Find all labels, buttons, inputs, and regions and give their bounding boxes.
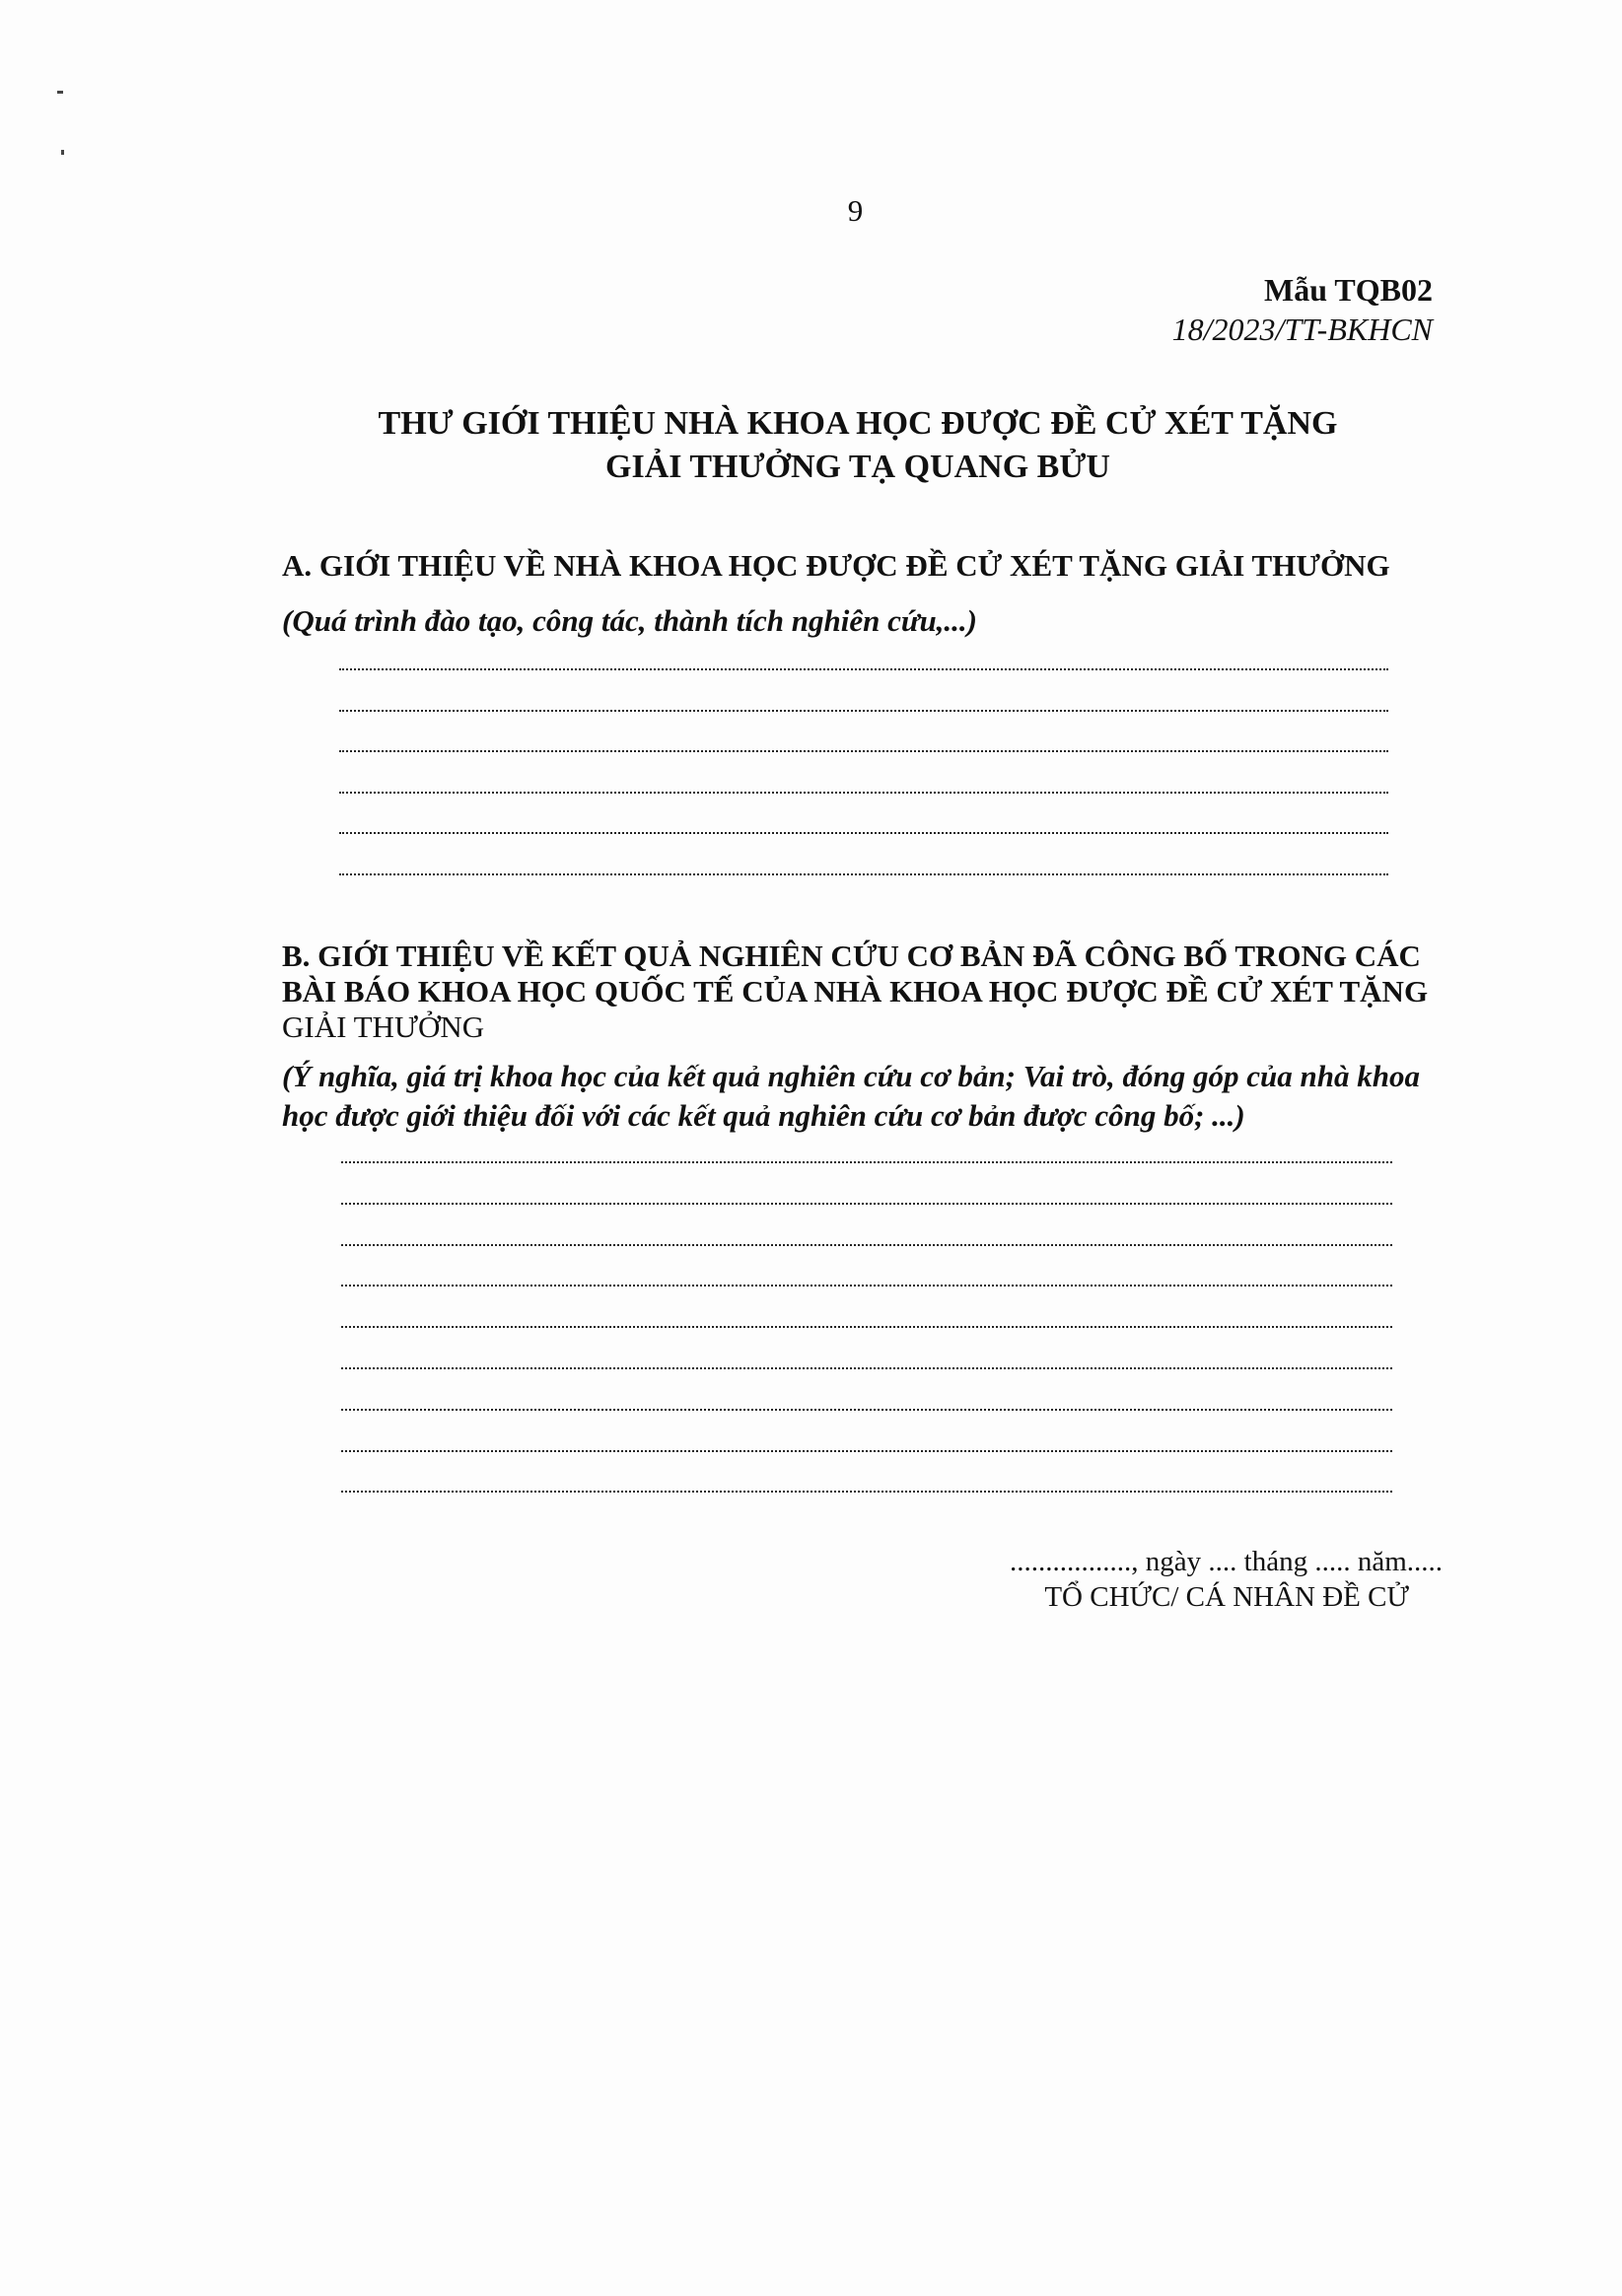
title-line-2: GIẢI THƯỞNG TẠ QUANG BỬU [605, 449, 1110, 485]
blank-writing-line [339, 832, 1388, 834]
nominator-signature-label: TỔ CHỨC/ CÁ NHÂN ĐỀ CỬ [1044, 1581, 1409, 1613]
section-a-heading: A. GIỚI THIỆU VỀ NHÀ KHOA HỌC ĐƯỢC ĐỀ CỬ XÉT TẶNG GIẢI THƯỞNG [282, 548, 1390, 583]
section-b-heading-line-2: BÀI BÁO KHOA HỌC QUỐC TẾ CỦA NHÀ KHOA HỌC ĐƯỢC ĐỀ CỬ XÉT TẶNG [282, 974, 1429, 1009]
section-b-note-line-1: (Ý nghĩa, giá trị khoa học của kết quả nghiên cứu cơ bản; Vai trò, đóng góp của nhà khoa [282, 1059, 1420, 1093]
blank-writing-line [341, 1326, 1392, 1328]
form-code: Mẫu TQB02 [1264, 272, 1433, 308]
blank-writing-line [339, 710, 1388, 712]
blank-writing-line [339, 668, 1388, 670]
blank-writing-line [341, 1367, 1392, 1369]
blank-writing-line [341, 1161, 1392, 1163]
section-b-heading-line-3: GIẢI THƯỞNG [282, 1009, 485, 1044]
blank-writing-line [339, 873, 1388, 875]
blank-writing-line [339, 792, 1388, 794]
blank-writing-line [341, 1409, 1392, 1411]
blank-writing-line [341, 1203, 1392, 1205]
blank-writing-line [341, 1450, 1392, 1452]
date-line: ................., ngày .... tháng ..... năm..... [1010, 1546, 1443, 1577]
blank-writing-line [341, 1285, 1392, 1287]
page-number: 9 [847, 193, 864, 228]
circular-reference: 18/2023/TT-BKHCN [1171, 312, 1433, 347]
document-title [296, 402, 1420, 489]
blank-writing-line [339, 750, 1388, 752]
scan-speck [61, 150, 64, 155]
title-line-1: THƯ GIỚI THIỆU NHÀ KHOA HỌC ĐƯỢC ĐỀ CỬ XÉT TẶNG [378, 405, 1338, 442]
scan-speck [57, 91, 63, 94]
section-b-note-line-2: học được giới thiệu đối với các kết quả nghiên cứu cơ bản được công bố; ...) [282, 1098, 1245, 1133]
section-b-note [282, 1057, 1446, 1136]
blank-writing-line [341, 1244, 1392, 1246]
blank-writing-line [341, 1491, 1392, 1493]
section-b-heading [282, 939, 1446, 1045]
section-a-note: (Quá trình đào tạo, công tác, thành tích nghiên cứu,...) [282, 603, 978, 638]
section-b-heading-line-1: B. GIỚI THIỆU VỀ KẾT QUẢ NGHIÊN CỨU CƠ BẢN ĐÃ CÔNG BỐ TRONG CÁC [282, 939, 1421, 973]
